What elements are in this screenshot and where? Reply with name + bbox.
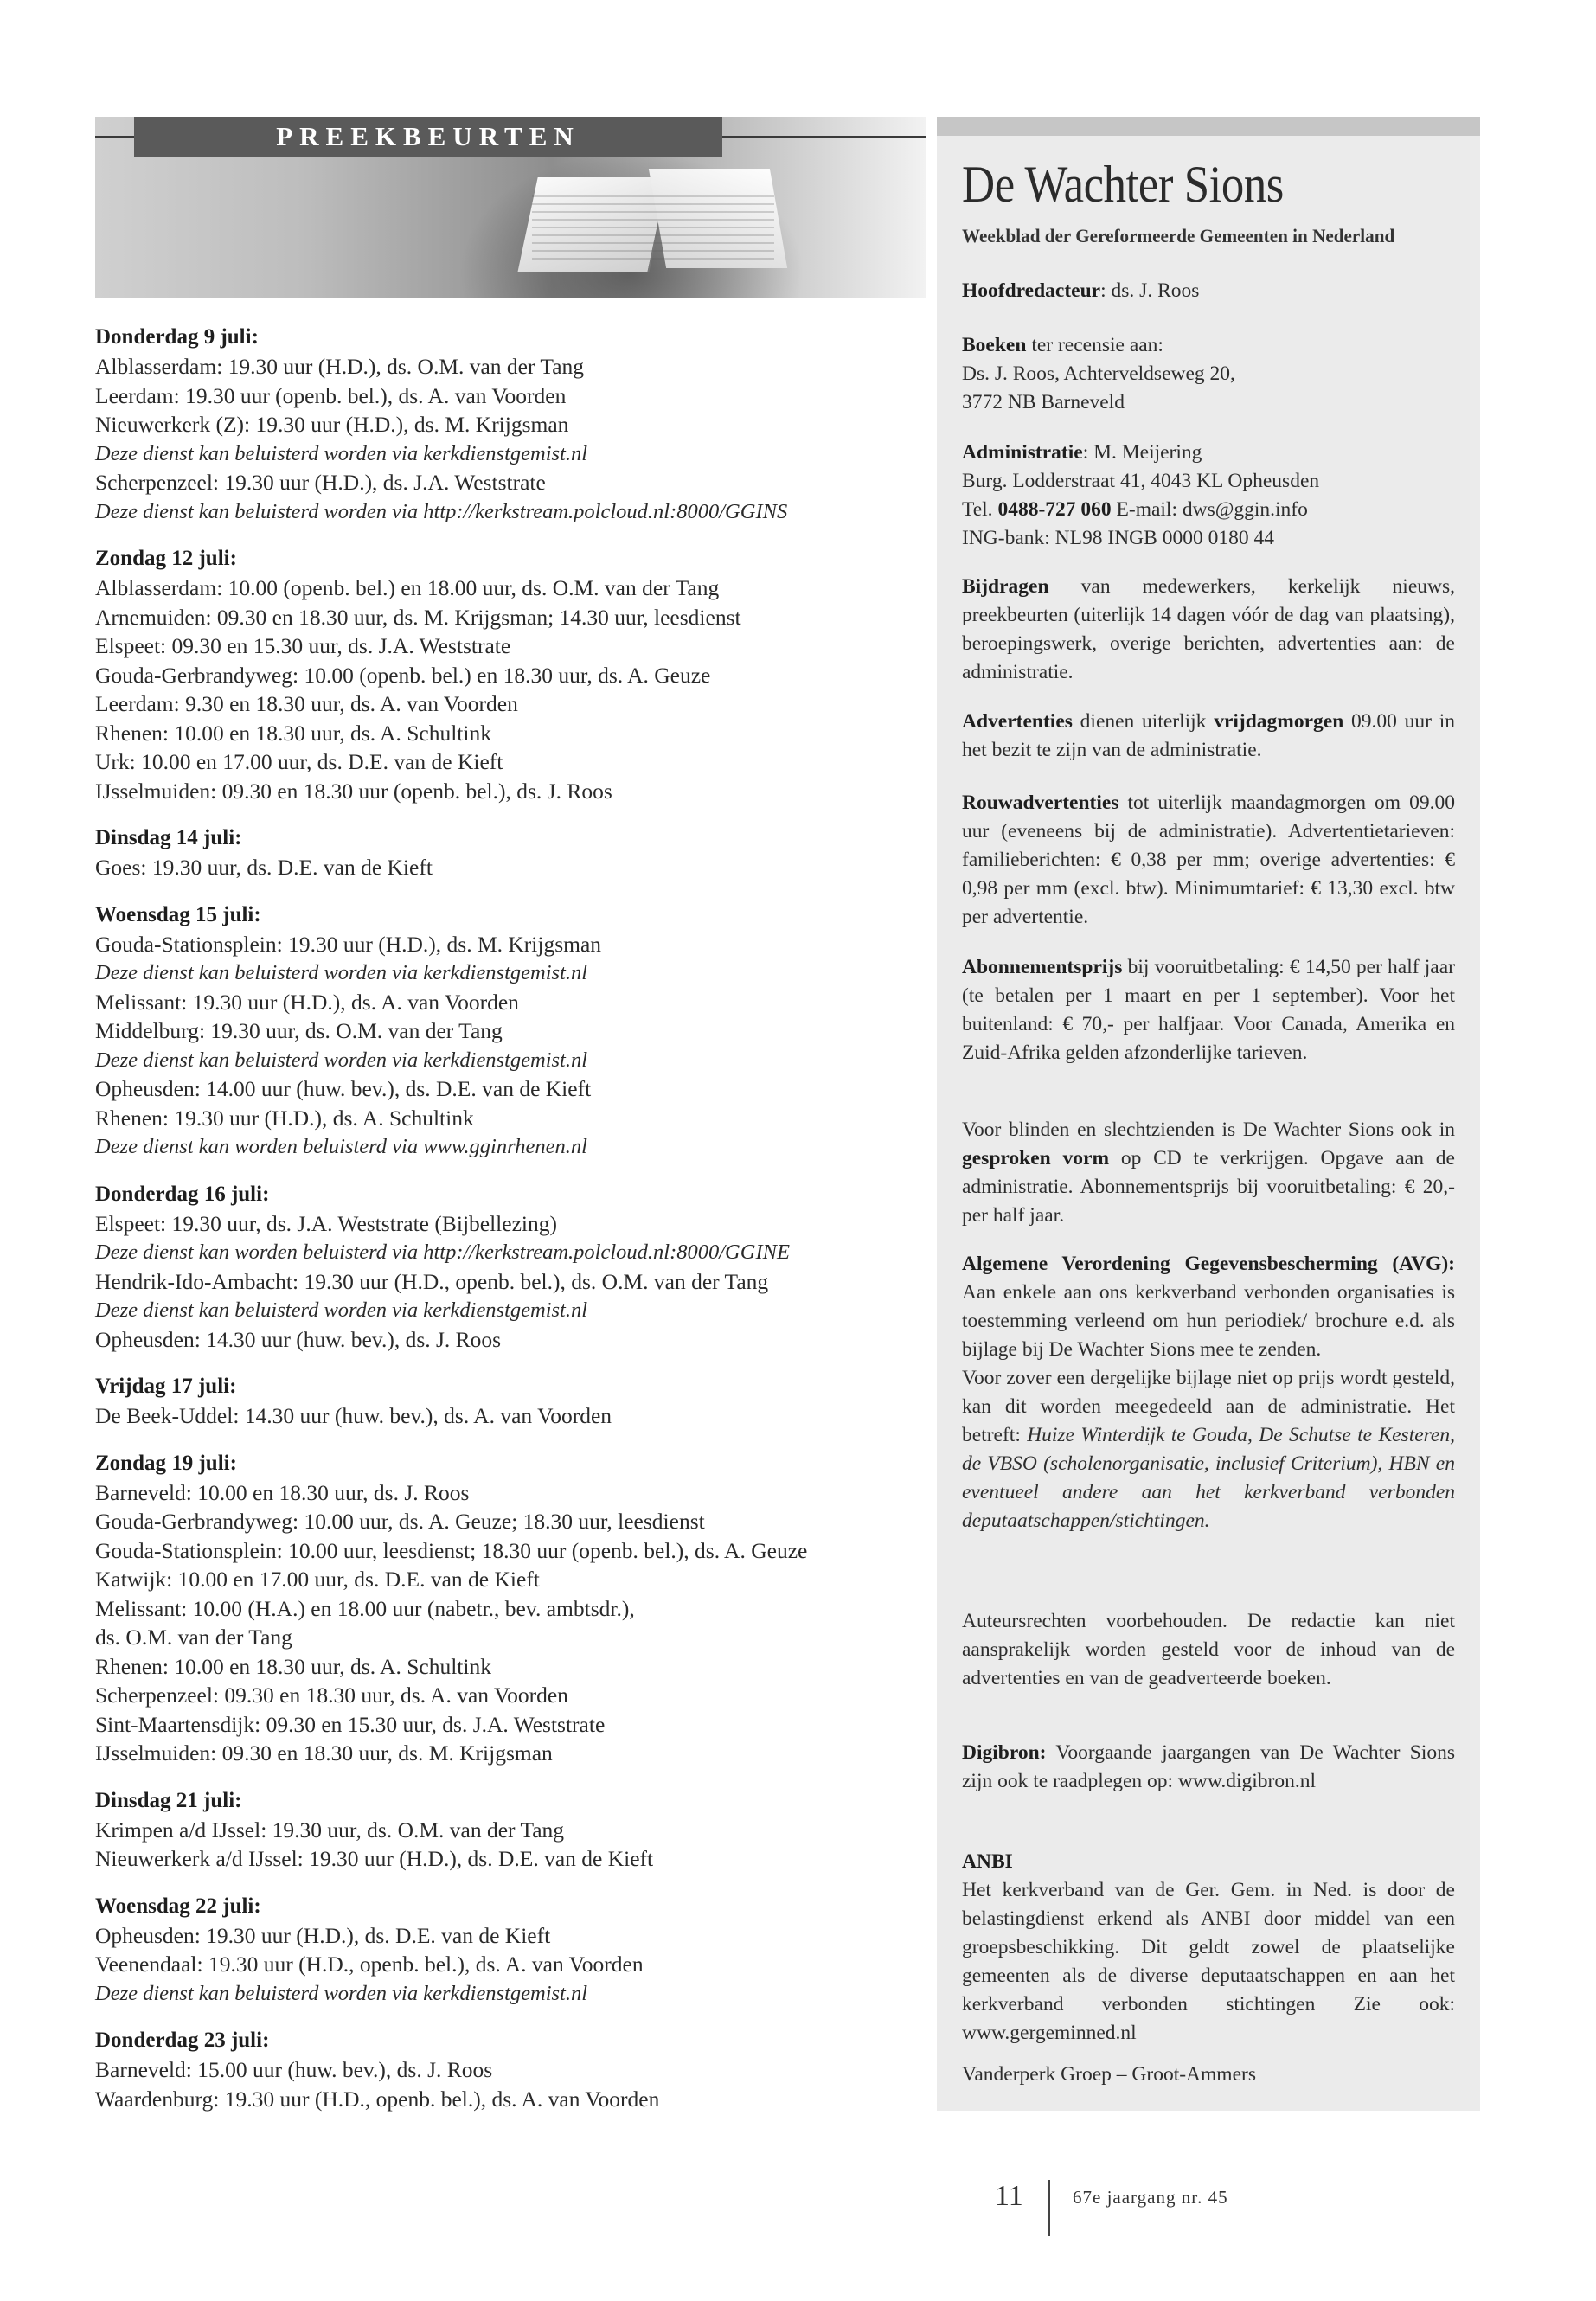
service-entry: Opheusden: 14.30 uur (huw. bev.), ds. J. Roos xyxy=(95,1326,502,1352)
editor-label: Hoofdredacteur xyxy=(962,279,1101,302)
service-entry: Melissant: 10.00 (H.A.) en 18.00 uur (nabetr., bev. ambtsdr.), xyxy=(95,1595,635,1621)
stream-note: Deze dienst kan beluisterd worden via kerkdienstgemist.nl xyxy=(95,441,588,465)
footer-divider xyxy=(1048,2180,1050,2236)
avg-text1: Aan enkele aan ons kerkverband verbonden organisaties is toestemming verleend om hun periodiek/ brochure e.d. als bijlage bij De Wachter Sions mee te zenden. xyxy=(962,1281,1455,1361)
contributions-block xyxy=(962,573,1455,687)
printer-text: Vanderperk Groep – Groot-Ammers xyxy=(962,2063,1256,2086)
service-entry: Middelburg: 19.30 uur, ds. O.M. van der Tang xyxy=(95,1018,503,1043)
service-entry: Melissant: 19.30 uur (H.D.), ds. A. van Voorden xyxy=(95,989,519,1015)
day-heading: Woensdag 15 juli: xyxy=(95,902,261,926)
subscription-block xyxy=(962,953,1455,1067)
day-block xyxy=(95,544,926,805)
service-entry: Opheusden: 19.30 uur (H.D.), ds. D.E. van de Kieft xyxy=(95,1922,551,1948)
day-heading: Dinsdag 21 juli: xyxy=(95,1788,242,1812)
stream-note: Deze dienst kan worden beluisterd via www.gginrhenen.nl xyxy=(95,1135,587,1158)
editor-value: : ds. J. Roos xyxy=(1100,279,1200,302)
service-entry: Scherpenzeel: 19.30 uur (H.D.), ds. J.A. Weststrate xyxy=(95,470,546,495)
books-label: Boeken xyxy=(962,334,1027,356)
advertisements-block xyxy=(962,708,1455,765)
blind-text1: Voor blinden en slechtzienden is De Wachter Sions ook in xyxy=(962,1118,1455,1141)
books-address-line2: 3772 NB Barneveld xyxy=(962,391,1125,413)
digibron-label: Digibron: xyxy=(962,1741,1047,1764)
stream-note: Deze dienst kan beluisterd worden via kerkdienstgemist.nl xyxy=(95,1981,588,2005)
service-entry: Alblasserdam: 10.00 (openb. bel.) en 18.00 uur, ds. O.M. van der Tang xyxy=(95,575,720,600)
service-entry: Elspeet: 19.30 uur, ds. J.A. Weststrate (Bijbellezing) xyxy=(95,1210,557,1236)
service-entry: Nieuwerkerk a/d IJssel: 19.30 uur (H.D.), ds. D.E. van de Kieft xyxy=(95,1846,654,1871)
volume-issue: 67e jaargang nr. 45 xyxy=(1073,2187,1228,2208)
service-entry: Barneveld: 15.00 uur (huw. bev.), ds. J. Roos xyxy=(95,2057,493,2082)
service-entry: Leerdam: 9.30 en 18.30 uur, ds. A. van Voorden xyxy=(95,691,518,716)
day-heading: Donderdag 23 juli: xyxy=(95,2029,270,2052)
admin-phone: 0488-727 060 xyxy=(997,498,1112,521)
stream-note: Deze dienst kan beluisterd worden via kerkdienstgemist.nl xyxy=(95,961,588,984)
books-text: ter recensie aan: xyxy=(1026,334,1163,356)
day-heading: Woensdag 22 juli: xyxy=(95,1894,261,1918)
day-block xyxy=(95,1372,926,1431)
day-heading: Zondag 12 juli: xyxy=(95,547,237,570)
admin-email: E-mail: dws@ggin.info xyxy=(1111,498,1308,521)
service-entry: Barneveld: 10.00 en 18.30 uur, ds. J. Roos xyxy=(95,1479,470,1505)
contributions-text: van medewerkers, kerkelijk nieuws, preekbeurten (uiterlijk 14 dagen vóór de dag van plaatsing), beroepingswerk, overige berichten, advertenties aan: de administratie. xyxy=(962,575,1455,683)
service-entry: Urk: 10.00 en 17.00 uur, ds. D.E. van de Kieft xyxy=(95,749,503,774)
schedule-column xyxy=(95,323,926,2131)
admin-value: : M. Meijering xyxy=(1082,441,1202,464)
service-entry: Gouda-Gerbrandyweg: 10.00 uur, ds. A. Geuze; 18.30 uur, leesdienst xyxy=(95,1509,705,1534)
service-entry: ds. O.M. van der Tang xyxy=(95,1625,292,1650)
admin-bank: ING-bank: NL98 INGB 0000 0180 44 xyxy=(962,527,1274,549)
service-entry: IJsselmuiden: 09.30 en 18.30 uur, ds. M. Krijgsman xyxy=(95,1740,553,1766)
day-block xyxy=(95,1786,926,1874)
day-heading: Vrijdag 17 juli: xyxy=(95,1375,237,1398)
editor-block xyxy=(962,277,1455,305)
avg-label: Algemene Verordening Gegevensbescherming (AVG): xyxy=(962,1253,1455,1275)
service-entry: Rhenen: 19.30 uur (H.D.), ds. A. Schultink xyxy=(95,1105,474,1131)
avg-organisations: Huize Winterdijk te Gouda, De Schutse te Kesteren, de VBSO (scholenorganisatie, inclusief Criterium), HBN en eventueel andere aan het kerkverband verbonden deputaatschappen/stichtingen. xyxy=(962,1424,1455,1532)
masthead-subtitle: Weekblad der Gereformeerde Gemeenten in Nederland xyxy=(962,225,1395,247)
mourning-block xyxy=(962,789,1455,932)
service-entry: Gouda-Stationsplein: 19.30 uur (H.D.), ds. M. Krijgsman xyxy=(95,931,602,957)
admin-address: Burg. Lodderstraat 41, 4043 KL Opheusden xyxy=(962,470,1320,492)
masthead-title: De Wachter Sions xyxy=(962,156,1284,213)
service-entry: Waardenburg: 19.30 uur (H.D., openb. bel.), ds. A. van Voorden xyxy=(95,2086,660,2112)
subscription-label: Abonnementsprijs xyxy=(962,956,1123,978)
service-entry: Hendrik-Ido-Ambacht: 19.30 uur (H.D., openb. bel.), ds. O.M. van der Tang xyxy=(95,1268,769,1294)
service-entry: Sint-Maartensdijk: 09.30 en 15.30 uur, ds. J.A. Weststrate xyxy=(95,1711,606,1737)
service-entry: Gouda-Gerbrandyweg: 10.00 (openb. bel.) en 18.30 uur, ds. A. Geuze xyxy=(95,662,711,688)
service-entry: Elspeet: 09.30 en 15.30 uur, ds. J.A. Weststrate xyxy=(95,633,511,658)
advertisements-deadline: vrijdagmorgen xyxy=(1214,710,1344,733)
day-heading: Zondag 19 juli: xyxy=(95,1451,237,1475)
service-entry: Leerdam: 19.30 uur (openb. bel.), ds. A. van Voorden xyxy=(95,382,567,408)
contributions-label: Bijdragen xyxy=(962,575,1049,598)
service-entry: Katwijk: 10.00 en 17.00 uur, ds. D.E. van de Kieft xyxy=(95,1567,540,1592)
stream-note: Deze dienst kan worden beluisterd via http://kerkstream.polcloud.nl:8000/GGINE xyxy=(95,1240,790,1264)
printer-block xyxy=(962,2061,1455,2089)
blind-readers-block xyxy=(962,1116,1455,1230)
day-block xyxy=(95,824,926,882)
service-entry: Gouda-Stationsplein: 10.00 uur, leesdienst; 18.30 uur (openb. bel.), ds. A. Geuze xyxy=(95,1537,808,1563)
books-block xyxy=(962,331,1455,417)
advertisements-text2: 09.00 uur in het bezit te zijn van de administratie. xyxy=(962,710,1456,761)
mourning-text: tot uiterlijk maandagmorgen om 09.00 uur (eveneens bij de administratie). Advertentietarieven: familieberichten: € 0,38 per mm; overige advertenties: € 0,98 per mm (excl. btw). Minimumtarief: € 13,30 excl. btw per advertentie. xyxy=(962,792,1455,928)
day-block xyxy=(95,901,926,1162)
avg-block xyxy=(962,1250,1455,1535)
service-entry: IJsselmuiden: 09.30 en 18.30 uur (openb. bel.), ds. J. Roos xyxy=(95,778,612,804)
day-block xyxy=(95,2026,926,2113)
service-entry: Rhenen: 10.00 en 18.30 uur, ds. A. Schultink xyxy=(95,1653,491,1679)
admin-tel-prefix: Tel. xyxy=(962,498,998,521)
service-entry: Arnemuiden: 09.30 en 18.30 uur, ds. M. Krijgsman; 14.30 uur, leesdienst xyxy=(95,604,741,630)
digibron-block xyxy=(962,1739,1455,1796)
avg-text2: Voor zover een dergelijke bijlage niet op prijs wordt gesteld, kan dit worden meegedeeld aan de administratie. Het betreft: xyxy=(962,1367,1455,1446)
subscription-text: bij vooruitbetaling: € 14,50 per half jaar (te betalen per 1 maart en per 1 september). Voor het buitenland: € 70,- per halfjaar. Voor Canada, Amerika en Zuid-Afrika gelden afzonderlijke tarieven. xyxy=(962,956,1455,1064)
service-entry: Nieuwerkerk (Z): 19.30 uur (H.D.), ds. M. Krijgsman xyxy=(95,412,569,437)
service-entry: Goes: 19.30 uur, ds. D.E. van de Kieft xyxy=(95,855,433,880)
copyright-text: Auteursrechten voorbehouden. De redactie kan niet aansprakelijk worden gesteld voor de inhoud van de advertenties en van de geadverteerde boeken. xyxy=(962,1610,1455,1689)
stream-note: Deze dienst kan beluisterd worden via kerkdienstgemist.nl xyxy=(95,1298,588,1322)
service-entry: Scherpenzeel: 09.30 en 18.30 uur, ds. A. van Voorden xyxy=(95,1682,568,1708)
anbi-label: ANBI xyxy=(962,1850,1013,1873)
service-entry: Rhenen: 10.00 en 18.30 uur, ds. A. Schultink xyxy=(95,720,491,746)
day-block xyxy=(95,323,926,526)
digibron-text: Voorgaande jaargangen van De Wachter Sions zijn ook te raadplegen op: www.digibron.nl xyxy=(962,1741,1455,1792)
administration-block xyxy=(962,439,1455,553)
anbi-block xyxy=(962,1848,1455,2048)
stream-note: Deze dienst kan beluisterd worden via http://kerkstream.polcloud.nl:8000/GGINS xyxy=(95,499,788,523)
advertisements-label: Advertenties xyxy=(962,710,1073,733)
day-block xyxy=(95,1892,926,2009)
page-number: 11 xyxy=(995,2180,1023,2212)
stream-note: Deze dienst kan beluisterd worden via kerkdienstgemist.nl xyxy=(95,1048,588,1072)
section-title: PREEKBEURTEN xyxy=(134,117,722,157)
day-heading: Donderdag 16 juli: xyxy=(95,1182,270,1206)
day-heading: Donderdag 9 juli: xyxy=(95,325,259,349)
service-entry: Opheusden: 14.00 uur (huw. bev.), ds. D.E. van de Kieft xyxy=(95,1076,592,1101)
books-address-line1: Ds. J. Roos, Achterveldseweg 20, xyxy=(962,362,1235,385)
service-entry: Veenendaal: 19.30 uur (H.D., openb. bel.), ds. A. van Voorden xyxy=(95,1952,644,1977)
service-entry: Alblasserdam: 19.30 uur (H.D.), ds. O.M. van der Tang xyxy=(95,354,585,379)
mourning-label: Rouwadvertenties xyxy=(962,792,1119,814)
day-block xyxy=(95,1449,926,1768)
service-entry: De Beek-Uddel: 14.30 uur (huw. bev.), ds. A. van Voorden xyxy=(95,1403,612,1428)
anbi-text: Het kerkverband van de Ger. Gem. in Ned. is door de belastingdienst erkend als ANBI door middel van een groepsbeschikking. Dit geldt zowel de plaatselijke gemeenten als de diverse deputaatschappen en aan het kerkverband verbonden stichtingen Zie ook: www.gergeminned.nl xyxy=(962,1879,1455,2044)
service-entry: Krimpen a/d IJssel: 19.30 uur, ds. O.M. van der Tang xyxy=(95,1817,565,1843)
copyright-block xyxy=(962,1607,1455,1693)
blind-text2: op CD te verkrijgen. Opgave aan de administratie. Abonnementsprijs bij vooruitbetaling: € 20,- per half jaar. xyxy=(962,1147,1455,1227)
blind-spoken-form: gesproken vorm xyxy=(962,1147,1110,1170)
day-block xyxy=(95,1180,926,1355)
advertisements-text1: dienen uiterlijk xyxy=(1072,710,1215,733)
book-text-lines xyxy=(532,190,774,260)
day-heading: Dinsdag 14 juli: xyxy=(95,826,242,849)
admin-label: Administratie xyxy=(962,441,1083,464)
